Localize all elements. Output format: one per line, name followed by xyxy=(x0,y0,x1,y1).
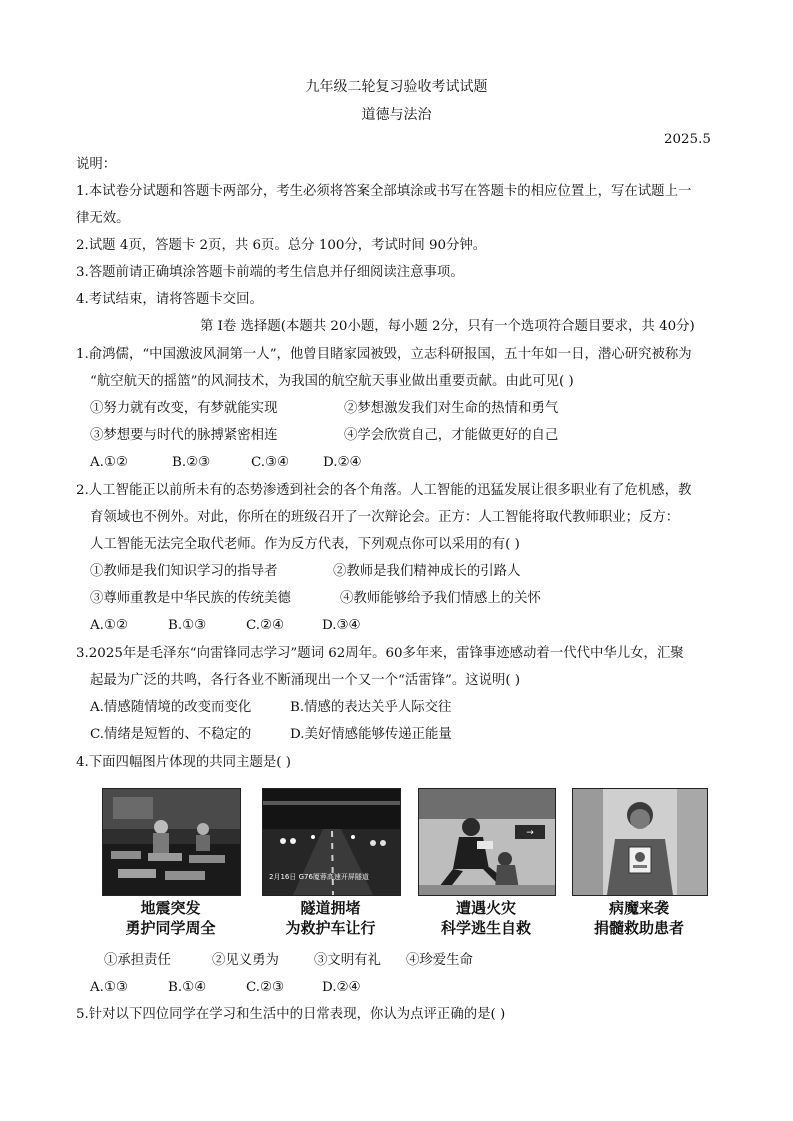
question-stem: 5.针对以下四位同学在学习和生活中的日常表现，你认为点评正确的是( ) xyxy=(76,1007,506,1022)
option: C.情绪是短暂的、不稳定的 xyxy=(90,727,252,742)
picture-caption-line1: 隧道拥堵 xyxy=(300,899,361,917)
instruction-item: 1.本试卷分试题和答题卡两部分，考生必须将答案全部填涂或书写在答题卡的相应位置上，写在试题上一 xyxy=(76,184,692,199)
exam-date: 2025.5 xyxy=(664,132,711,147)
statement: ②梦想激发我们对生命的热情和勇气 xyxy=(344,401,559,416)
earthquake-photo xyxy=(102,788,241,896)
statement: ③尊师重教是中华民族的传统美德 xyxy=(90,591,291,606)
question-stem: 4.下面四幅图片体现的共同主题是( ) xyxy=(76,755,291,770)
statement: ④教师能够给予我们情感上的关怀 xyxy=(340,591,541,606)
statement: ②教师是我们精神成长的引路人 xyxy=(333,564,521,579)
option: B.①③ xyxy=(168,618,207,633)
instruction-item: 2.试题 4页，答题卡 2页，共 6页。总分 100分，考试时间 90分钟。 xyxy=(76,238,487,253)
statement: ①承担责任 xyxy=(104,953,171,968)
question-stem: “航空航天的摇篮”的风洞技术，为我国的航空航天事业做出重要贡献。由此可见( ) xyxy=(90,374,574,389)
marrow-donation-scene-icon xyxy=(573,789,707,895)
question-stem: 人工智能无法完全取代老师。作为反方代表，下列观点你可以采用的有( ) xyxy=(90,537,520,552)
statement: ③梦想要与时代的脉搏紧密相连 xyxy=(90,428,278,443)
question-stem: 3.2025年是毛泽东“向雷锋同志学习”题词 62周年。60多年来，雷锋事迹感动着一代代中华儿女，汇聚 xyxy=(76,646,684,661)
question-stem: 育领域也不例外。对此，你所在的班级召开了一次辩论会。正方：人工智能将取代教师职业；反方： xyxy=(90,510,680,525)
picture-caption-line1: 病魔来袭 xyxy=(608,899,669,917)
picture-caption-line2: 科学逃生自救 xyxy=(440,919,531,937)
exam-title: 九年级二轮复习验收考试试题 xyxy=(305,79,488,95)
option: C.②③ xyxy=(246,980,285,995)
option: D.②④ xyxy=(322,980,361,995)
fire-escape-scene-icon xyxy=(419,789,555,895)
section-title: 第 I卷 选择题(本题共 20小题，每小题 2分，只有一个选项符合题目要求，共 40分) xyxy=(200,319,695,334)
statement: ①努力就有改变，有梦就能实现 xyxy=(90,401,278,416)
picture-caption-line2: 勇护同学周全 xyxy=(125,919,216,937)
svg-text:→: → xyxy=(526,828,534,838)
subject-title: 道德与法治 xyxy=(361,107,432,123)
picture-caption-line1: 遭遇火灾 xyxy=(455,899,516,917)
option: C.②④ xyxy=(246,618,285,633)
instruction-item: 3.答题前请正确填涂答题卡前端的考生信息并仔细阅读注意事项。 xyxy=(76,265,464,280)
option: B.情感的表达关乎人际交往 xyxy=(290,700,452,715)
instruction-item: 律无效。 xyxy=(76,211,130,226)
option: B.①④ xyxy=(168,980,207,995)
option: D.②④ xyxy=(323,455,362,470)
option: A.①② xyxy=(90,455,128,470)
option: D.美好情感能够传递正能量 xyxy=(290,727,452,742)
question-stem: 1.俞鸿儒，“中国激波风洞第一人”，他曾目睹家园被毁，立志科研报国，五十年如一日，潜心研究被称为 xyxy=(76,347,692,362)
statement: ①教师是我们知识学习的指导者 xyxy=(90,564,278,579)
tunnel-photo-caption: 2月16日 G76厦蓉高速开屏隧道 xyxy=(269,873,369,881)
option: C.③④ xyxy=(251,455,290,470)
question-stem: 2.人工智能正以前所未有的态势渗透到社会的各个角落。人工智能的迅猛发展让很多职业有了危机感，教 xyxy=(76,483,692,498)
option: A.①② xyxy=(90,618,128,633)
statement: ②见义勇为 xyxy=(212,953,279,968)
picture-caption-line2: 捐髓救助患者 xyxy=(593,919,684,937)
picture-caption-line2: 为救护车让行 xyxy=(285,919,376,937)
earthquake-scene-icon xyxy=(103,789,240,895)
fire-escape-photo xyxy=(418,788,556,896)
option: B.②③ xyxy=(172,455,211,470)
option: A.①③ xyxy=(90,980,128,995)
statement: ④珍爱生命 xyxy=(406,953,473,968)
statement: ④学会欣赏自己，才能做更好的自己 xyxy=(344,428,559,443)
marrow-donation-photo xyxy=(572,788,708,896)
option: A.情感随情境的改变而变化 xyxy=(90,700,252,715)
tunnel-photo xyxy=(262,788,401,896)
question-stem: 起最为广泛的共鸣，各行各业不断涌现出一个又一个“活雷锋”。这说明( ) xyxy=(90,673,521,688)
option: D.③④ xyxy=(322,618,361,633)
instructions-heading: 说明： xyxy=(76,157,117,172)
picture-caption-line1: 地震突发 xyxy=(140,899,201,917)
statement: ③文明有礼 xyxy=(314,953,381,968)
instruction-item: 4.考试结束，请将答题卡交回。 xyxy=(76,292,263,307)
